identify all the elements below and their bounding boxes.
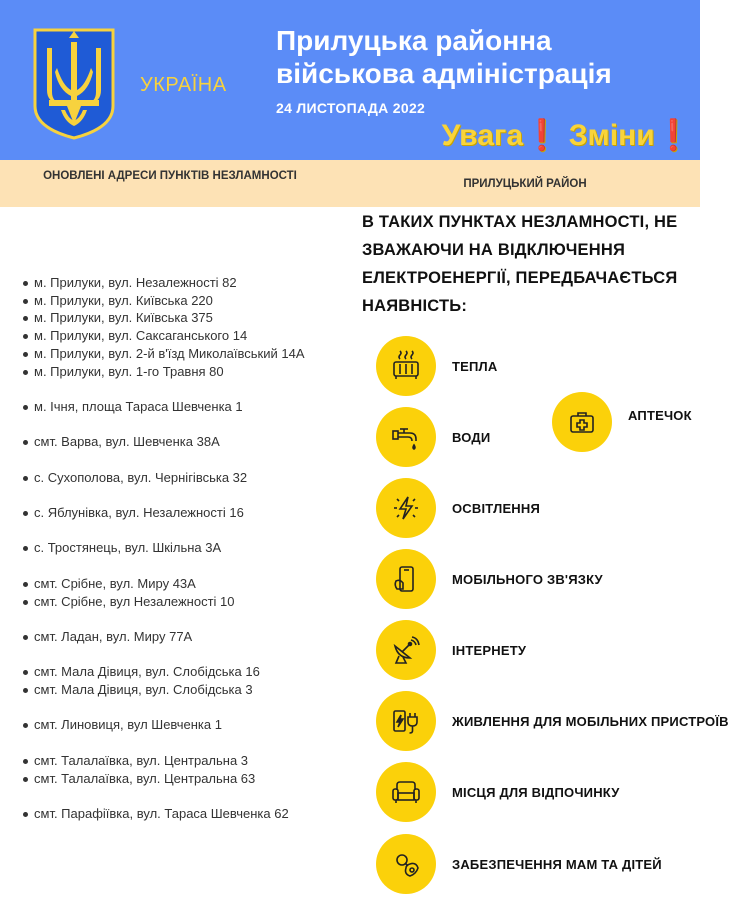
list-item: смт. Варва, вул. Шевченка 38А: [22, 433, 342, 451]
district-heading: ПРИЛУЦЬКИЙ РАЙОН: [463, 178, 587, 190]
list-item: смт. Мала Дівиця, вул. Слобідська 3: [22, 681, 342, 699]
subheader-band: [0, 160, 700, 207]
attention-banner: Увага❗ Зміни❗: [441, 119, 692, 152]
feature-charging: [376, 691, 729, 751]
list-item: смт. Линовиця, вул Шевченка 1: [22, 716, 342, 734]
list-item: с. Сухополова, вул. Чернігівська 32: [22, 469, 342, 487]
feature-rest-label: МІСЦЯ ДЛЯ ВІДПОЧИНКУ: [452, 784, 620, 800]
list-item: смт. Талалаївка, вул. Центральна 63: [22, 770, 342, 788]
satellite-dish-icon: [390, 634, 422, 666]
list-item: смт. Талалаївка, вул. Центральна 3: [22, 752, 342, 770]
feature-heat-label: ТЕПЛА: [452, 358, 498, 374]
list-item: с. Яблунівка, вул. Незалежності 16: [22, 504, 342, 522]
address-list: [22, 274, 342, 823]
header-banner: [0, 0, 700, 160]
list-item: м. Прилуки, вул. Київська 375: [22, 309, 342, 327]
feature-rest: [376, 762, 620, 822]
feature-internet-label: ІНТЕРНЕТУ: [452, 642, 527, 658]
charging-icon: [390, 705, 422, 737]
feature-water: [376, 407, 490, 467]
list-item: смт. Мала Дівиця, вул. Слобідська 16: [22, 663, 342, 681]
list-item: с. Тростянець, вул. Шкільна 3А: [22, 539, 342, 557]
radiator-icon: [390, 350, 422, 382]
feature-light-label: ОСВІТЛЕННЯ: [452, 500, 541, 516]
feature-pharmacy-label: АПТЕЧОК: [628, 407, 692, 423]
list-item: м. Прилуки, вул. 1-го Травня 80: [22, 363, 342, 381]
list-item: м. Прилуки, вул. 2-й в'їзд Миколаївський 14А: [22, 345, 342, 363]
feature-mobile: [376, 549, 603, 609]
feature-heat: [376, 336, 497, 396]
sofa-icon: [390, 776, 422, 808]
list-item: м. Прилуки, вул. Київська 220: [22, 292, 342, 310]
list-item: смт. Ладан, вул. Миру 77А: [22, 628, 342, 646]
list-item: смт. Срібне, вул Незалежності 10: [22, 593, 342, 611]
list-item: смт. Парафіївка, вул. Тараса Шевченка 62: [22, 805, 342, 823]
feature-pharmacy: [552, 392, 692, 452]
list-item: м. Прилуки, вул. Незалежності 82: [22, 274, 342, 292]
phone-icon: [390, 563, 422, 595]
list-item: смт. Срібне, вул. Миру 43А: [22, 575, 342, 593]
feature-water-label: ВОДИ: [452, 429, 491, 445]
list-item: м. Прилуки, вул. Саксаганського 14: [22, 327, 342, 345]
country-label: УКРАЇНА: [140, 74, 227, 96]
feature-family-label: ЗАБЕЗПЕЧЕННЯ МАМ ТА ДІТЕЙ: [452, 856, 662, 872]
first-aid-kit-icon: [566, 406, 598, 438]
feature-charging-label: ЖИВЛЕННЯ ДЛЯ МОБІЛЬНИХ ПРИСТРОЇВ: [452, 713, 729, 729]
pacifier-icon: [390, 848, 422, 880]
feature-family: [376, 834, 662, 894]
faucet-icon: [390, 421, 422, 453]
feature-internet: [376, 620, 526, 680]
amenities-intro: В ТАКИХ ПУНКТАХ НЕЗЛАМНОСТІ, НЕ ЗВАЖАЮЧИ НА ВІДКЛЮЧЕННЯ ЕЛЕКТРОЕНЕРГІЇ, ПЕРЕДБАЧАЄТЬСЯ НАЯВНІСТЬ:: [362, 213, 678, 315]
lightning-icon: [390, 492, 422, 524]
date-label: 24 ЛИСТОПАДА 2022: [276, 100, 426, 116]
page-title: Прилуцька районна військова адміністрація: [276, 25, 612, 89]
updated-addresses-heading: ОНОВЛЕНІ АДРЕСИ ПУНКТІВ НЕЗЛАМНОСТІ: [43, 170, 297, 182]
feature-mobile-label: МОБІЛЬНОГО ЗВ'ЯЗКУ: [452, 571, 603, 587]
coat-of-arms-icon: [33, 28, 115, 140]
feature-light: [376, 478, 540, 538]
list-item: м. Ічня, площа Тараса Шевченка 1: [22, 398, 342, 416]
